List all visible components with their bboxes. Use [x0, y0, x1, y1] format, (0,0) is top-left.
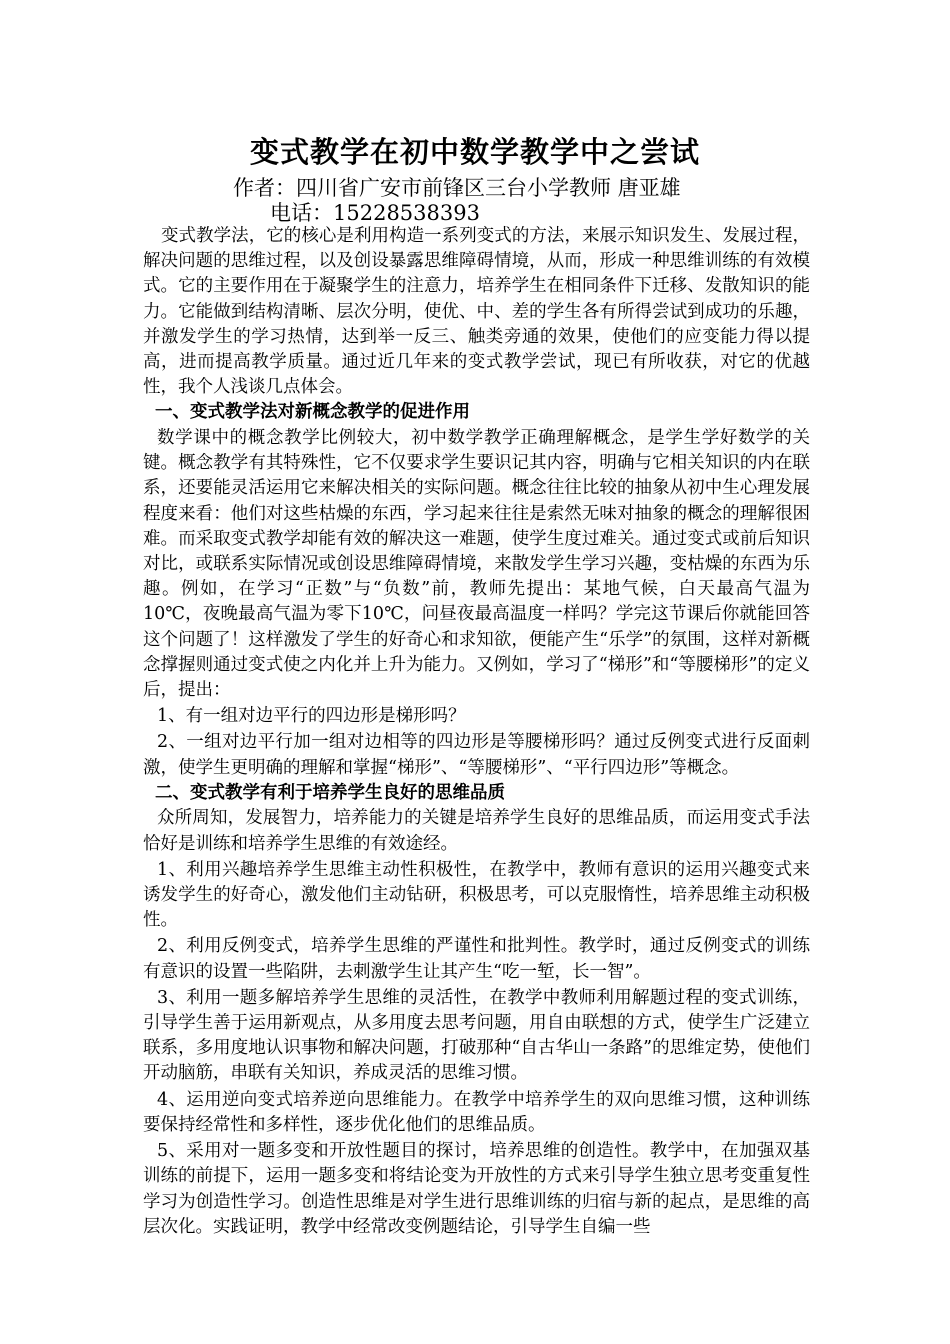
document-body [143, 224, 810, 1240]
section-2-item-3: 3、利用一题多解培养学生思维的灵活性，在教学中教师利用解题过程的变式训练，引导学生善于运用新观点，从多用度去思考问题，用自由联想的方式，使学生广泛建立联系，多用度地认识事物和解决问题，打破那种“自古华山一条路”的思维定势，使他们开动脑筋，串联有关知识，养成灵活的思维习惯。 [143, 987, 810, 1084]
phone-line: 电话：15228538393 [270, 201, 480, 225]
section-2-item-5: 5、采用对一题多变和开放性题目的探讨，培养思维的创造性。教学中，在加强双基训练的前提下，运用一题多变和将结论变为开放性的方式来引导学生独立思考变重复性学习为创造性学习。创造性思维是对学生进行思维训练的归宿与新的起点，是思维的高层次化。实践证明，教学中经常改变例题结论，引导学生自编一些 [143, 1141, 810, 1237]
author-line: 作者：四川省广安市前锋区三台小学教师 唐亚雄 [233, 176, 681, 200]
section-1-item-2: 2、一组对边平行加一组对边相等的四边形是等腰梯形吗？通过反例变式进行反面刺激，使学生更明确的理解和掌握“梯形”、“等腰梯形”、“平行四边形”等概念。 [143, 732, 810, 778]
intro-paragraph: 变式教学法，它的核心是利用构造一系列变式的方法，来展示知识发生、发展过程，解决问题的思维过程，以及创设暴露思维障碍情境，从而，形成一种思维训练的有效模式。它的主要作用在于凝聚学生的注意力，培养学生在相同条件下迁移、发散知识的能力。它能做到结构清晰、层次分明，使优、中、差的学生各有所得尝试到成功的乐趣，并激发学生的学习热情，达到举一反三、触类旁通的效果，使他们的应变能力得以提高，进而提高教学质量。通过近几年来的变式教学尝试，现已有所收获，对它的优越性，我个人浅谈几点体会。 [143, 226, 810, 398]
section-heading-1: 一、变式教学法对新概念教学的促进作用 [155, 402, 470, 423]
document-title: 变式教学在初中数学教学中之尝试 [249, 135, 700, 169]
section-2-item-4: 4、运用逆向变式培养逆向思维能力。在教学中培养学生的双向思维习惯，这种训练要保持经常性和多样性，逐步优化他们的思维品质。 [143, 1089, 810, 1135]
section-2-paragraph: 众所周知，发展智力，培养能力的关键是培养学生良好的思维品质，而运用变式手法恰好是训练和培养学生思维的有效途经。 [143, 808, 810, 854]
section-1-item-1: 1、有一组对边平行的四边形是梯形吗？ [157, 706, 466, 727]
section-heading-2: 二、变式教学有利于培养学生良好的思维品质 [155, 782, 505, 803]
section-1-paragraph: 数学课中的概念教学比例较大，初中数学教学正确理解概念，是学生学好数学的关键。概念教学有其特殊性，它不仅要求学生要识记其内容，明确与它相关知识的内在联系，还要能灵活运用它来解决相关的实际问题。概念往往比较的抽象从初中生心理发展程度来看：他们对这些枯燥的东西，学习起来往往是索然无味对抽象的概念的理解很困难。而采取变式教学却能有效的解决这一难题，使学生度过难关。通过变式或前后知识对比，或联系实际情况或创设思维障碍情境，来散发学生学习兴趣，变枯燥的东西为乐趣。例如，在学习“正数”与“负数”前，教师先提出：某地气候，白天最高气温为10℃，夜晚最高气温为零下10℃，问昼夜最高温度一样吗？学完这节课后你就能回答这个问题了！这样激发了学生的好奇心和求知欲，便能产生“乐学”的氛围，这样对新概念撑握则通过变式使之内化并上升为能力。又例如，学习了“梯形”和“等腰梯形”的定义后，提出： [143, 428, 810, 701]
section-2-item-2: 2、利用反例变式，培养学生思维的严谨性和批判性。教学时，通过反例变式的训练有意识的设置一些陷阱，去刺激学生让其产生“吃一堑，长一智”。 [143, 936, 810, 982]
section-2-item-1: 1、利用兴趣培养学生思维主动性积极性，在教学中，教师有意识的运用兴趣变式来诱发学生的好奇心，激发他们主动钻研，积极思考，可以克服惰性，培养思维主动积极性。 [143, 859, 810, 931]
